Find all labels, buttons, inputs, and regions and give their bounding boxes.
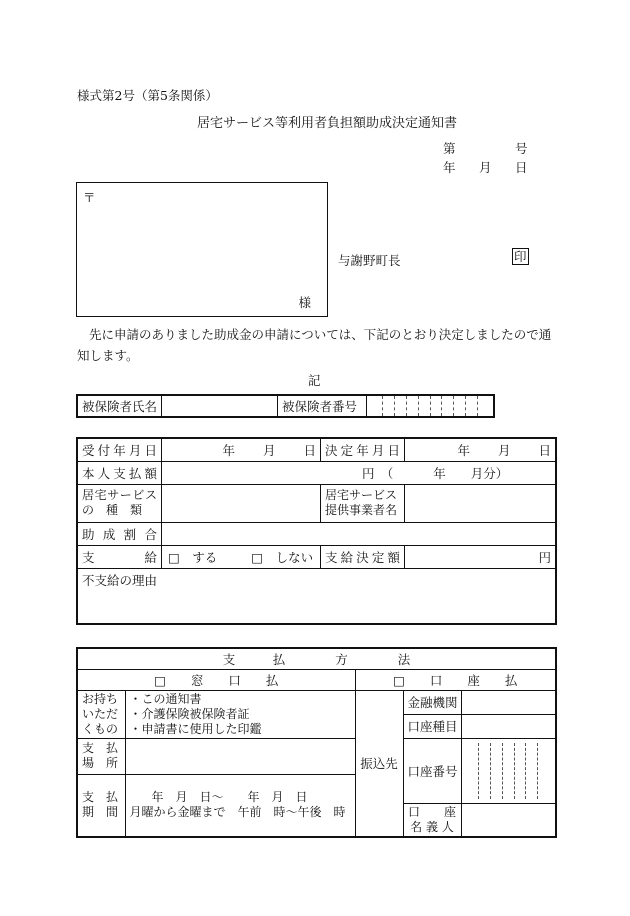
provider-label <box>321 484 405 522</box>
service-type-value <box>162 484 321 522</box>
bring-item: ・介護保険被保険者証 <box>129 706 250 721</box>
service-type-label <box>77 484 162 522</box>
period-line-1: 年 月 日〜 年 月 日 <box>151 790 308 805</box>
place-label <box>77 738 125 774</box>
digit-cell <box>395 396 407 416</box>
pay-yes-checkbox[interactable]: □ する <box>168 549 218 565</box>
account-number-digits <box>461 738 556 803</box>
period-label <box>77 774 125 837</box>
holder-label-1: 口 座 <box>407 804 456 819</box>
holder-label-2: 名 義 人 <box>410 819 454 834</box>
pay-no-checkbox[interactable]: □ しない <box>251 549 314 565</box>
digit-cell <box>419 396 431 416</box>
self-pay-unit: 円 （ <box>362 465 394 481</box>
insured-table <box>76 394 495 418</box>
period-label-1: 支 払 <box>82 790 119 805</box>
bank-label: 金融機関 <box>403 690 461 714</box>
digit-cell <box>407 396 419 416</box>
account-number-label: 口座番号 <box>403 738 461 803</box>
bank-value <box>461 690 556 714</box>
bring-label-1: お持ち <box>82 691 119 706</box>
received-hi: 日 <box>303 442 316 458</box>
date-tsuki: 月 <box>479 160 492 175</box>
place-value <box>125 738 355 774</box>
payment-header: 支 払 方 法 <box>77 648 556 669</box>
reason-cell <box>77 568 556 624</box>
place-label-1: 支 払 <box>82 741 119 755</box>
bring-label-3: くもの <box>82 721 119 736</box>
period-label-2: 期 間 <box>82 805 119 820</box>
digit-cell <box>468 743 480 799</box>
transfer-label: 振込先 <box>355 690 403 837</box>
amount-unit: 円 <box>538 549 551 565</box>
digit-cell <box>466 396 478 416</box>
account-type-value <box>461 714 556 738</box>
ki-mark: 記 <box>308 373 321 388</box>
period-line-2: 月曜から金曜まで 午前 時〜午後 時 <box>129 805 346 820</box>
decided-tsuki: 月 <box>497 442 511 458</box>
digit-cell <box>491 743 503 799</box>
date-nen: 年 <box>443 160 456 175</box>
pay-label: 支 給 <box>77 545 162 568</box>
insured-number-label: 被保険者番号 <box>278 395 367 417</box>
account-type-label: 口座種目 <box>403 714 461 738</box>
provider-value <box>405 484 557 522</box>
decided-hi: 日 <box>538 442 551 458</box>
self-pay-label: 本人支払額 <box>77 461 162 484</box>
digit-cell <box>479 743 491 799</box>
amount-label: 支給決定額 <box>321 545 405 568</box>
date-hi: 日 <box>515 160 528 175</box>
digit-cell <box>478 396 489 416</box>
digit-cell <box>538 743 549 799</box>
digit-cell <box>371 396 383 416</box>
decided-nen: 年 <box>457 442 470 458</box>
doc-no-dai: 第 <box>443 141 456 156</box>
holder-label <box>403 803 461 837</box>
bring-item: ・この通知書 <box>129 691 202 706</box>
bring-label <box>77 690 125 738</box>
provider-label-1: 居宅サービス <box>325 488 398 502</box>
place-label-2: 場 所 <box>82 756 119 770</box>
bring-item: ・申請書に使用した印鑑 <box>129 721 262 736</box>
address-box <box>76 182 328 317</box>
digit-cell <box>383 396 395 416</box>
decided-date-value <box>405 438 557 461</box>
insured-number-digits <box>367 395 495 417</box>
document-title: 居宅サービス等利用者負担額助成決定通知書 <box>197 116 458 131</box>
digit-cell <box>515 743 527 799</box>
postal-mark: 〒 <box>83 190 96 205</box>
window-pay-option[interactable]: □ 窓 口 払 <box>77 669 355 690</box>
insured-name-label: 被保険者氏名 <box>77 395 162 417</box>
digit-cell <box>454 396 466 416</box>
digit-cell <box>526 743 538 799</box>
received-date-label: 受付年月日 <box>77 438 162 461</box>
body-text: 先に申請のありました助成金の申請については、下記のとおり決定しましたので通知します。 <box>77 327 552 363</box>
service-type-label-1: 居宅サービス <box>82 488 157 502</box>
digit-cell <box>431 396 443 416</box>
digit-cell <box>442 396 454 416</box>
form-number: 様式第2号（第5条関係） <box>77 88 218 103</box>
account-pay-option[interactable]: □ 口 座 払 <box>355 669 556 690</box>
decision-table <box>76 437 557 625</box>
mayor-name: 与謝野町長 <box>338 253 401 268</box>
holder-value <box>461 803 556 837</box>
decided-date-label: 決定年月日 <box>321 438 405 461</box>
period-value <box>125 774 355 837</box>
self-pay-value <box>162 461 557 484</box>
received-nen: 年 <box>222 442 235 458</box>
insured-name-value <box>162 395 278 417</box>
received-tsuki: 月 <box>262 442 276 458</box>
bring-label-2: いただ <box>82 706 119 721</box>
pay-options <box>162 545 321 568</box>
provider-label-2: 提供事業者名 <box>325 503 398 517</box>
ratio-label: 助成割合 <box>77 522 162 545</box>
bring-items <box>125 690 355 738</box>
service-type-label-2: の 種 類 <box>82 503 143 517</box>
self-pay-period: 年 月分） <box>433 465 509 481</box>
honorific-sama: 様 <box>298 295 311 310</box>
amount-value <box>405 545 557 568</box>
digit-cell <box>503 743 515 799</box>
reason-label: 不支給の理由 <box>82 572 158 588</box>
ratio-value <box>162 522 557 545</box>
payment-table <box>76 647 557 838</box>
seal-mark: 印 <box>514 249 527 264</box>
received-date-value <box>162 438 321 461</box>
doc-no-go: 号 <box>515 141 528 156</box>
